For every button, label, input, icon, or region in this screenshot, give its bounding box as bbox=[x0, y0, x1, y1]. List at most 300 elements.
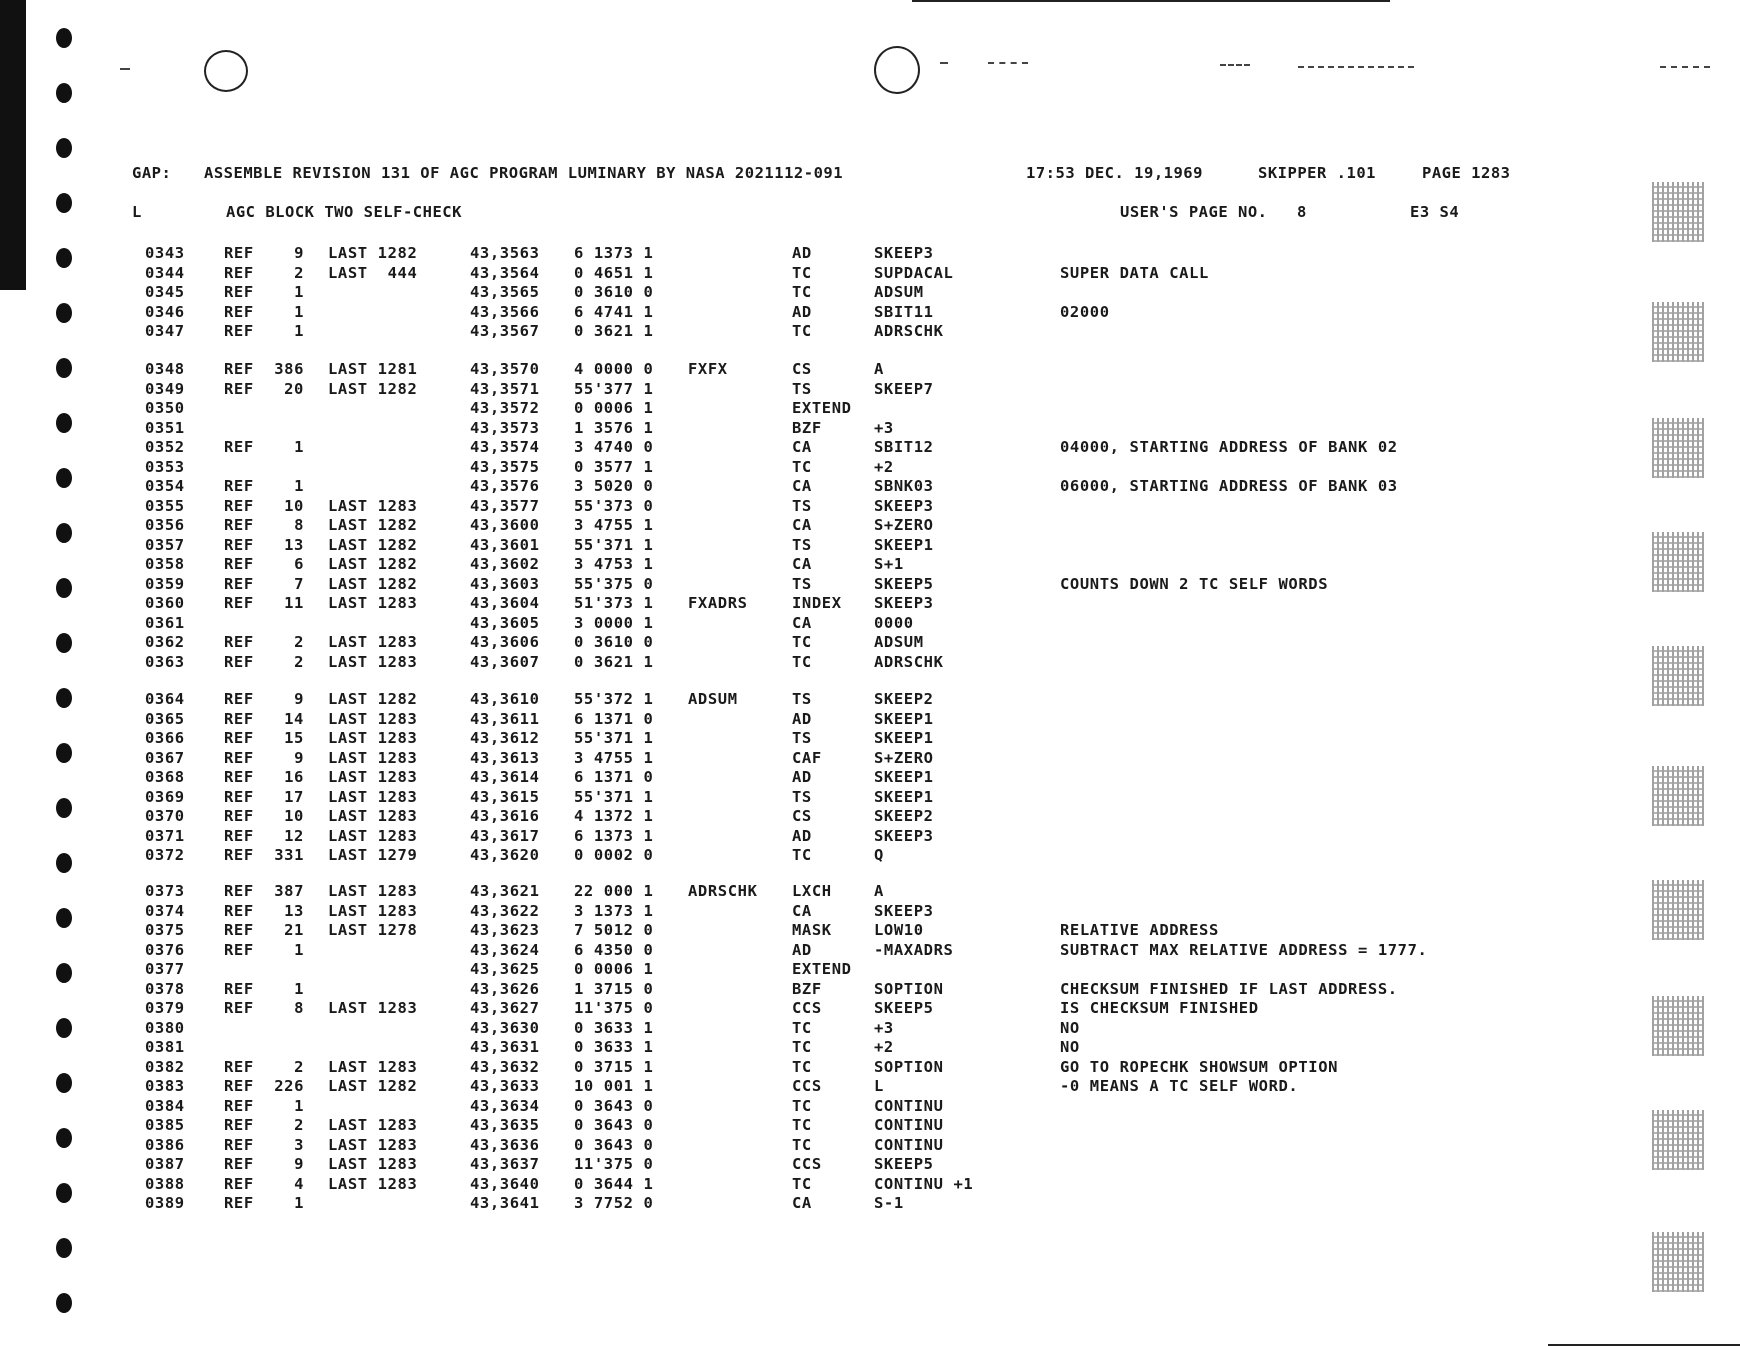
ref-count: 21 bbox=[284, 921, 304, 939]
opcode: TC bbox=[792, 1174, 812, 1193]
ref-count: 1 bbox=[294, 940, 304, 959]
opcode: TC bbox=[792, 1116, 812, 1134]
ref-count: 2 bbox=[294, 1116, 304, 1134]
scan-artifact bbox=[1652, 418, 1704, 478]
operand: CONTINU bbox=[874, 1116, 944, 1134]
octal-word: 0 0002 0 bbox=[574, 846, 654, 864]
operand: LOW10 bbox=[874, 921, 924, 939]
operand: A bbox=[874, 360, 884, 378]
operand: SKEEP1 bbox=[874, 535, 934, 554]
operand: SKEEP2 bbox=[874, 807, 934, 825]
memory-address: 43,3633 bbox=[470, 1077, 540, 1095]
sprocket-hole bbox=[56, 83, 72, 103]
line-number: 0385 bbox=[145, 1116, 185, 1134]
line-number: 0371 bbox=[145, 826, 185, 845]
memory-address: 43,3611 bbox=[470, 709, 540, 728]
last-page: LAST 1283 bbox=[328, 768, 418, 786]
ref-count: 15 bbox=[284, 729, 304, 747]
ref-keyword: REF bbox=[224, 516, 254, 534]
memory-address: 43,3601 bbox=[470, 535, 540, 554]
operand: 0000 bbox=[874, 613, 914, 632]
operand: -MAXADRS bbox=[874, 940, 954, 959]
memory-address: 43,3565 bbox=[470, 283, 540, 301]
operand: SBIT11 bbox=[874, 302, 934, 321]
listing-row bbox=[0, 807, 1740, 826]
ref-keyword: REF bbox=[224, 787, 254, 806]
last-page: LAST 1282 bbox=[328, 535, 418, 554]
line-number: 0356 bbox=[145, 516, 185, 534]
listing-row bbox=[0, 749, 1740, 768]
ref-count: 14 bbox=[284, 709, 304, 728]
ref-count: 1 bbox=[294, 322, 304, 340]
ref-keyword: REF bbox=[224, 438, 254, 456]
punch-hole-center bbox=[874, 46, 920, 94]
ref-keyword: REF bbox=[224, 594, 254, 612]
sheet-code: E3 S4 bbox=[1410, 203, 1460, 221]
opcode: TS bbox=[792, 496, 812, 515]
ref-count: 226 bbox=[274, 1077, 304, 1095]
memory-address: 43,3571 bbox=[470, 379, 540, 398]
opcode: INDEX bbox=[792, 594, 842, 612]
octal-word: 6 4741 1 bbox=[574, 302, 654, 321]
ref-keyword: REF bbox=[224, 555, 254, 573]
operand: S-1 bbox=[874, 1194, 904, 1212]
last-page: LAST 1283 bbox=[328, 901, 418, 920]
last-page: LAST 1282 bbox=[328, 244, 418, 262]
octal-word: 0 3621 1 bbox=[574, 652, 654, 671]
memory-address: 43,3630 bbox=[470, 1018, 540, 1037]
memory-address: 43,3616 bbox=[470, 807, 540, 825]
memory-address: 43,3634 bbox=[470, 1096, 540, 1115]
listing-row bbox=[0, 419, 1740, 438]
operand: SKEEP3 bbox=[874, 826, 934, 845]
operand: SKEEP3 bbox=[874, 244, 934, 262]
listing-row bbox=[0, 477, 1740, 496]
opcode: CAF bbox=[792, 748, 822, 767]
operand: SKEEP1 bbox=[874, 729, 934, 747]
opcode: AD bbox=[792, 826, 812, 845]
opcode: EXTEND bbox=[792, 399, 852, 417]
operand: ADRSCHK bbox=[874, 322, 944, 340]
octal-word: 1 3576 1 bbox=[574, 418, 654, 437]
listing-row bbox=[0, 614, 1740, 633]
scan-mark bbox=[1220, 64, 1250, 66]
opcode: MASK bbox=[792, 921, 832, 939]
ref-count: 2 bbox=[294, 633, 304, 651]
line-number: 0344 bbox=[145, 263, 185, 282]
listing-row bbox=[0, 999, 1740, 1018]
scan-artifact bbox=[1652, 1110, 1704, 1170]
line-number: 0359 bbox=[145, 574, 185, 593]
sprocket-hole bbox=[56, 28, 72, 48]
ref-keyword: REF bbox=[224, 690, 254, 708]
listing-row bbox=[0, 399, 1740, 418]
ref-count: 387 bbox=[274, 882, 304, 900]
comment: IS CHECKSUM FINISHED bbox=[1060, 999, 1259, 1017]
listing-row bbox=[0, 283, 1740, 302]
listing-row bbox=[0, 594, 1740, 613]
scan-artifact bbox=[1652, 182, 1704, 242]
octal-word: 3 7752 0 bbox=[574, 1194, 654, 1212]
last-page: LAST 1282 bbox=[328, 574, 418, 593]
ref-count: 1 bbox=[294, 302, 304, 321]
operand: SOPTION bbox=[874, 1057, 944, 1076]
ref-keyword: REF bbox=[224, 379, 254, 398]
ref-count: 13 bbox=[284, 535, 304, 554]
listing-row bbox=[0, 1155, 1740, 1174]
listing-row bbox=[0, 438, 1740, 457]
ref-count: 3 bbox=[294, 1135, 304, 1154]
listing-row bbox=[0, 653, 1740, 672]
scan-artifact bbox=[1652, 1232, 1704, 1292]
ref-keyword: REF bbox=[224, 1194, 254, 1212]
ref-count: 13 bbox=[284, 901, 304, 920]
opcode: TC bbox=[792, 633, 812, 651]
listing-row bbox=[0, 768, 1740, 787]
line-number: 0368 bbox=[145, 768, 185, 786]
operand: ADRSCHK bbox=[874, 652, 944, 671]
scan-mark bbox=[940, 62, 948, 64]
memory-address: 43,3613 bbox=[470, 748, 540, 767]
last-page: LAST 1283 bbox=[328, 1174, 418, 1193]
opcode: LXCH bbox=[792, 882, 832, 900]
octal-word: 55'372 1 bbox=[574, 690, 654, 708]
operand: SKEEP5 bbox=[874, 574, 934, 593]
line-number: 0367 bbox=[145, 748, 185, 767]
octal-word: 55'375 0 bbox=[574, 574, 654, 593]
ref-count: 8 bbox=[294, 999, 304, 1017]
listing-row bbox=[0, 941, 1740, 960]
opcode: CA bbox=[792, 516, 812, 534]
memory-address: 43,3606 bbox=[470, 633, 540, 651]
memory-address: 43,3636 bbox=[470, 1135, 540, 1154]
ref-count: 7 bbox=[294, 574, 304, 593]
opcode: TS bbox=[792, 379, 812, 398]
line-number: 0365 bbox=[145, 709, 185, 728]
listing-row bbox=[0, 575, 1740, 594]
operand: +3 bbox=[874, 1018, 894, 1037]
opcode: TS bbox=[792, 535, 812, 554]
memory-address: 43,3612 bbox=[470, 729, 540, 747]
octal-word: 55'371 1 bbox=[574, 535, 654, 554]
opcode: AD bbox=[792, 244, 812, 262]
opcode: CS bbox=[792, 360, 812, 378]
listing-row bbox=[0, 729, 1740, 748]
opcode: TC bbox=[792, 846, 812, 864]
operand: +2 bbox=[874, 1038, 894, 1056]
opcode: TC bbox=[792, 1018, 812, 1037]
opcode: BZF bbox=[792, 979, 822, 998]
octal-word: 11'375 0 bbox=[574, 999, 654, 1017]
operand: A bbox=[874, 882, 884, 900]
listing-row bbox=[0, 1136, 1740, 1155]
memory-address: 43,3624 bbox=[470, 940, 540, 959]
line-number: 0387 bbox=[145, 1155, 185, 1173]
ref-keyword: REF bbox=[224, 807, 254, 825]
scan-mark bbox=[1660, 66, 1710, 68]
comment: -0 MEANS A TC SELF WORD. bbox=[1060, 1077, 1299, 1095]
opcode: CS bbox=[792, 807, 812, 825]
octal-word: 3 4753 1 bbox=[574, 555, 654, 573]
opcode: BZF bbox=[792, 418, 822, 437]
listing-row bbox=[0, 516, 1740, 535]
listing-row bbox=[0, 1019, 1740, 1038]
listing-row bbox=[0, 360, 1740, 379]
ref-count: 9 bbox=[294, 748, 304, 767]
line-number: 0353 bbox=[145, 457, 185, 476]
ref-count: 16 bbox=[284, 768, 304, 786]
last-page: LAST 1283 bbox=[328, 709, 418, 728]
listing-row bbox=[0, 980, 1740, 999]
ref-keyword: REF bbox=[224, 729, 254, 747]
opcode: TC bbox=[792, 263, 812, 282]
memory-address: 43,3567 bbox=[470, 322, 540, 340]
comment: NO bbox=[1060, 1038, 1080, 1056]
operand: CONTINU bbox=[874, 1096, 944, 1115]
octal-word: 55'373 0 bbox=[574, 496, 654, 515]
memory-address: 43,3573 bbox=[470, 418, 540, 437]
last-page: LAST 1282 bbox=[328, 379, 418, 398]
ref-count: 2 bbox=[294, 263, 304, 282]
ref-keyword: REF bbox=[224, 496, 254, 515]
line-number: 0343 bbox=[145, 244, 185, 262]
line-number: 0373 bbox=[145, 882, 185, 900]
scan-artifact bbox=[1652, 996, 1704, 1056]
operand: SKEEP5 bbox=[874, 1155, 934, 1173]
ref-keyword: REF bbox=[224, 921, 254, 939]
ref-count: 386 bbox=[274, 360, 304, 378]
opcode: EXTEND bbox=[792, 960, 852, 978]
last-page: LAST 1283 bbox=[328, 882, 418, 900]
octal-word: 3 0000 1 bbox=[574, 613, 654, 632]
last-page: LAST 1278 bbox=[328, 921, 418, 939]
line-number: 0381 bbox=[145, 1038, 185, 1056]
operand: +3 bbox=[874, 418, 894, 437]
memory-address: 43,3632 bbox=[470, 1057, 540, 1076]
comment: RELATIVE ADDRESS bbox=[1060, 921, 1219, 939]
operand: SKEEP1 bbox=[874, 768, 934, 786]
line-number: 0355 bbox=[145, 496, 185, 515]
scan-artifact bbox=[1652, 766, 1704, 826]
comment: SUPER DATA CALL bbox=[1060, 263, 1209, 282]
line-number: 0354 bbox=[145, 477, 185, 495]
opcode: TS bbox=[792, 574, 812, 593]
opcode: AD bbox=[792, 768, 812, 786]
octal-word: 6 4350 0 bbox=[574, 940, 654, 959]
operand: SKEEP1 bbox=[874, 709, 934, 728]
ref-keyword: REF bbox=[224, 302, 254, 321]
octal-word: 6 1371 0 bbox=[574, 709, 654, 728]
ref-count: 1 bbox=[294, 438, 304, 456]
comment: SUBTRACT MAX RELATIVE ADDRESS = 1777. bbox=[1060, 940, 1428, 959]
ref-count: 331 bbox=[274, 846, 304, 864]
scan-artifact bbox=[1652, 532, 1704, 592]
memory-address: 43,3625 bbox=[470, 960, 540, 978]
memory-address: 43,3604 bbox=[470, 594, 540, 612]
operand: SKEEP5 bbox=[874, 999, 934, 1017]
ref-keyword: REF bbox=[224, 360, 254, 378]
line-number: 0357 bbox=[145, 535, 185, 554]
operand: S+1 bbox=[874, 555, 904, 573]
opcode: CA bbox=[792, 555, 812, 573]
opcode: TC bbox=[792, 1057, 812, 1076]
memory-address: 43,3574 bbox=[470, 438, 540, 456]
ref-count: 9 bbox=[294, 1155, 304, 1173]
last-page: LAST 1281 bbox=[328, 360, 418, 378]
last-page: LAST 1283 bbox=[328, 1057, 418, 1076]
line-number: 0370 bbox=[145, 807, 185, 825]
line-number: 0384 bbox=[145, 1096, 185, 1115]
punch-hole-left bbox=[204, 50, 248, 92]
ref-count: 1 bbox=[294, 477, 304, 495]
octal-word: 4 0000 0 bbox=[574, 360, 654, 378]
memory-address: 43,3570 bbox=[470, 360, 540, 378]
opcode: TS bbox=[792, 729, 812, 747]
listing-row bbox=[0, 555, 1740, 574]
octal-word: 0 0006 1 bbox=[574, 960, 654, 978]
octal-word: 0 3577 1 bbox=[574, 457, 654, 476]
users-page-number: USER'S PAGE NO. 8 bbox=[1120, 203, 1307, 221]
opcode: TC bbox=[792, 1096, 812, 1115]
octal-word: 0 3610 0 bbox=[574, 283, 654, 301]
line-number: 0362 bbox=[145, 633, 185, 651]
line-number: 0374 bbox=[145, 901, 185, 920]
memory-address: 43,3614 bbox=[470, 768, 540, 786]
line-number: 0349 bbox=[145, 379, 185, 398]
comment: 06000, STARTING ADDRESS OF BANK 03 bbox=[1060, 477, 1398, 495]
listing-row bbox=[0, 1116, 1740, 1135]
listing-row bbox=[0, 882, 1740, 901]
listing-row bbox=[0, 458, 1740, 477]
memory-address: 43,3640 bbox=[470, 1174, 540, 1193]
opcode: TS bbox=[792, 690, 812, 708]
opcode: TC bbox=[792, 322, 812, 340]
ref-count: 1 bbox=[294, 1096, 304, 1115]
listing-row bbox=[0, 902, 1740, 921]
octal-word: 0 3621 1 bbox=[574, 322, 654, 340]
last-page: LAST 1282 bbox=[328, 555, 418, 573]
listing-row bbox=[0, 846, 1740, 865]
symbol-label: FXADRS bbox=[688, 594, 748, 612]
ref-count: 1 bbox=[294, 1194, 304, 1212]
last-page: LAST 1282 bbox=[328, 516, 418, 534]
last-page: LAST 1279 bbox=[328, 846, 418, 864]
octal-word: 6 1373 1 bbox=[574, 244, 654, 262]
listing-row bbox=[0, 244, 1740, 263]
listing-row bbox=[0, 710, 1740, 729]
memory-address: 43,3602 bbox=[470, 555, 540, 573]
opcode: TC bbox=[792, 652, 812, 671]
line-number: 0358 bbox=[145, 555, 185, 573]
last-page: LAST 1283 bbox=[328, 1116, 418, 1134]
memory-address: 43,3576 bbox=[470, 477, 540, 495]
ref-count: 1 bbox=[294, 283, 304, 301]
ref-count: 17 bbox=[284, 787, 304, 806]
operand: SKEEP1 bbox=[874, 787, 934, 806]
ref-keyword: REF bbox=[224, 940, 254, 959]
line-number: 0382 bbox=[145, 1057, 185, 1076]
listing-row bbox=[0, 1077, 1740, 1096]
octal-word: 0 3633 1 bbox=[574, 1038, 654, 1056]
ref-keyword: REF bbox=[224, 768, 254, 786]
page-number: PAGE 1283 bbox=[1422, 164, 1511, 182]
operand: CONTINU bbox=[874, 1135, 944, 1154]
listing-row bbox=[0, 497, 1740, 516]
octal-word: 0 4651 1 bbox=[574, 263, 654, 282]
comment: 02000 bbox=[1060, 302, 1110, 321]
ref-keyword: REF bbox=[224, 999, 254, 1017]
ref-count: 10 bbox=[284, 807, 304, 825]
scan-artifact bbox=[1652, 302, 1704, 362]
opcode: CA bbox=[792, 901, 812, 920]
memory-address: 43,3572 bbox=[470, 399, 540, 417]
last-page: LAST 1283 bbox=[328, 652, 418, 671]
opcode: AD bbox=[792, 940, 812, 959]
opcode: AD bbox=[792, 709, 812, 728]
ref-keyword: REF bbox=[224, 1174, 254, 1193]
octal-word: 0 3633 1 bbox=[574, 1018, 654, 1037]
operand: SKEEP7 bbox=[874, 379, 934, 398]
ref-count: 6 bbox=[294, 555, 304, 573]
memory-address: 43,3615 bbox=[470, 787, 540, 806]
ref-keyword: REF bbox=[224, 574, 254, 593]
ref-keyword: REF bbox=[224, 709, 254, 728]
last-page: LAST 1283 bbox=[328, 1135, 418, 1154]
operand: SKEEP3 bbox=[874, 901, 934, 920]
opcode: TC bbox=[792, 283, 812, 301]
ref-keyword: REF bbox=[224, 633, 254, 651]
octal-word: 6 1371 0 bbox=[574, 768, 654, 786]
memory-address: 43,3631 bbox=[470, 1038, 540, 1056]
operand: SKEEP2 bbox=[874, 690, 934, 708]
ref-keyword: REF bbox=[224, 477, 254, 495]
line-number: 0352 bbox=[145, 438, 185, 456]
listing-row bbox=[0, 1058, 1740, 1077]
listing-row bbox=[0, 536, 1740, 555]
listing-row bbox=[0, 827, 1740, 846]
line-number: 0377 bbox=[145, 960, 185, 978]
timestamp: 17:53 DEC. 19,1969 bbox=[1026, 164, 1203, 182]
operand: CONTINU +1 bbox=[874, 1174, 974, 1193]
line-number: 0348 bbox=[145, 360, 185, 378]
listing-row bbox=[0, 633, 1740, 652]
opcode: CA bbox=[792, 1194, 812, 1212]
ref-keyword: REF bbox=[224, 826, 254, 845]
line-number: 0361 bbox=[145, 613, 185, 632]
octal-word: 0 0006 1 bbox=[574, 399, 654, 417]
scan-artifact bbox=[1652, 880, 1704, 940]
memory-address: 43,3563 bbox=[470, 244, 540, 262]
ref-keyword: REF bbox=[224, 901, 254, 920]
memory-address: 43,3600 bbox=[470, 516, 540, 534]
octal-word: 0 3643 0 bbox=[574, 1096, 654, 1115]
ref-keyword: REF bbox=[224, 244, 254, 262]
last-page: LAST 1283 bbox=[328, 729, 418, 747]
ref-count: 11 bbox=[284, 594, 304, 612]
last-page: LAST 1283 bbox=[328, 826, 418, 845]
operand: SUPDACAL bbox=[874, 263, 954, 282]
octal-word: 22 000 1 bbox=[574, 882, 654, 900]
line-number: 0380 bbox=[145, 1018, 185, 1037]
operand: Q bbox=[874, 846, 884, 864]
opcode: CA bbox=[792, 613, 812, 632]
octal-word: 0 3610 0 bbox=[574, 633, 654, 651]
opcode: TC bbox=[792, 457, 812, 476]
gap-label: GAP: bbox=[132, 164, 172, 182]
listing-row bbox=[0, 380, 1740, 399]
last-page: LAST 1282 bbox=[328, 1077, 418, 1095]
ref-keyword: REF bbox=[224, 882, 254, 900]
